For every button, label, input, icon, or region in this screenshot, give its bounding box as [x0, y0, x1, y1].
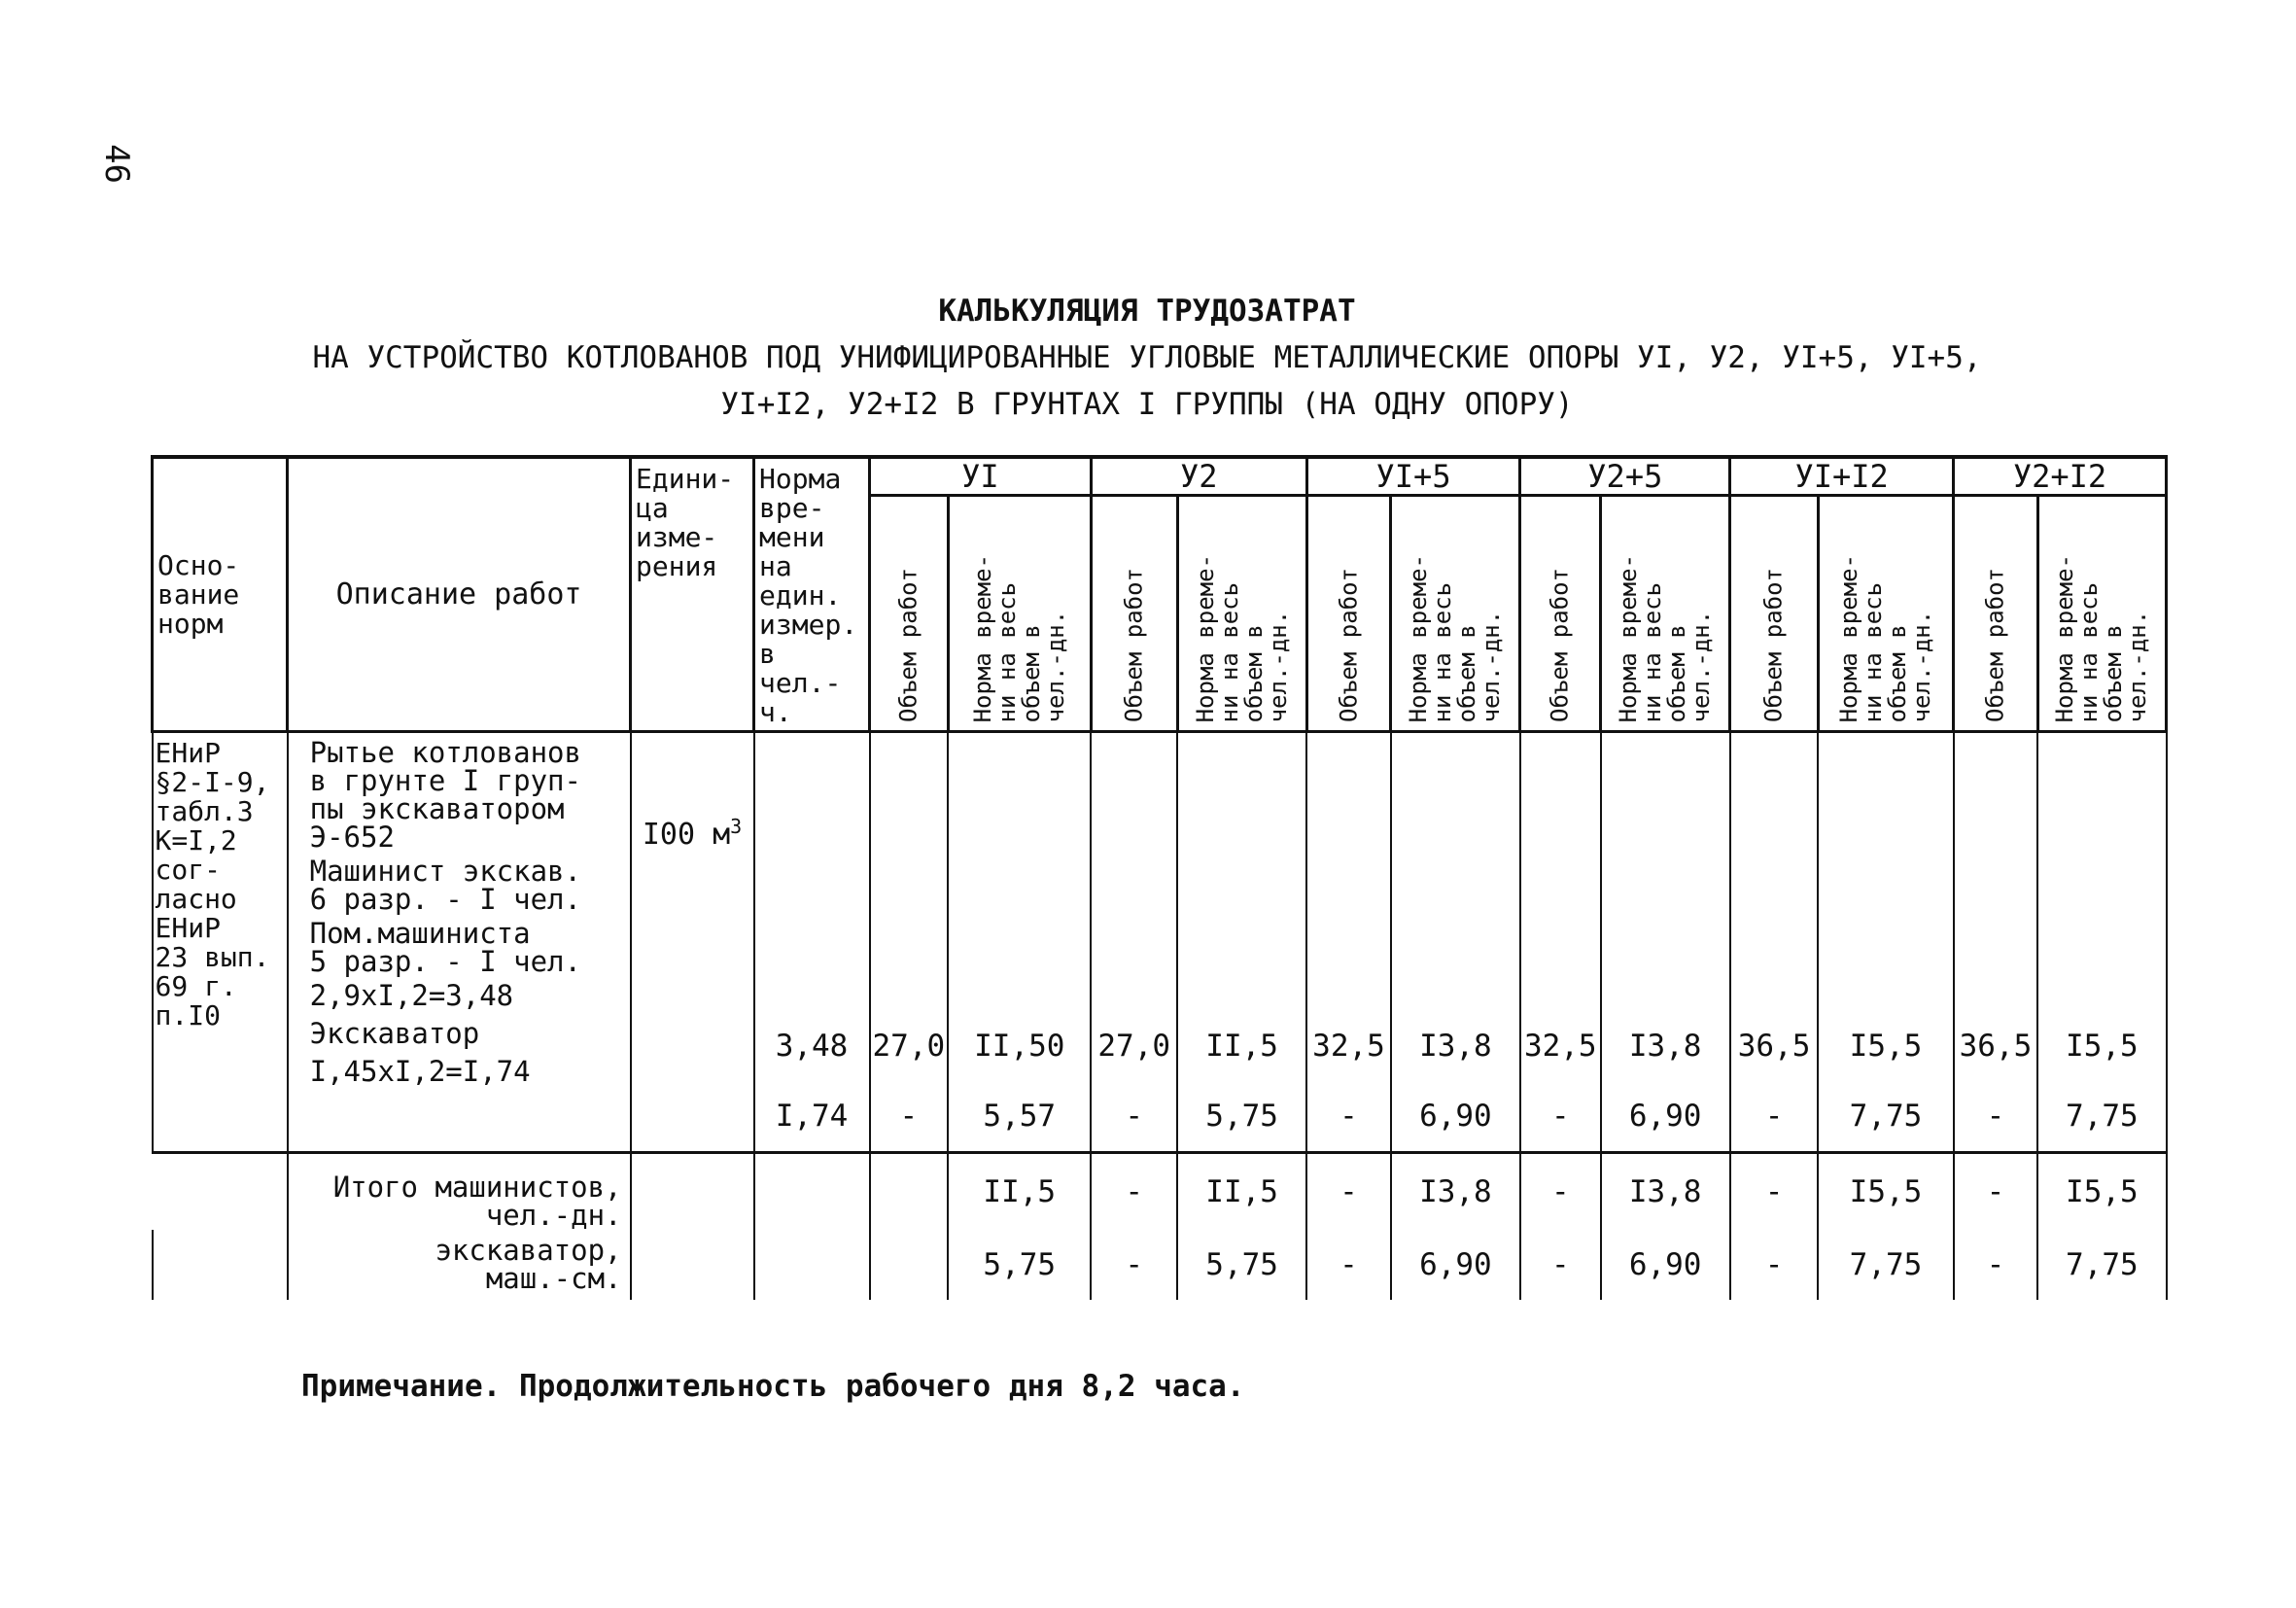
norm-excavator: I,74	[754, 1081, 870, 1153]
title-subtitle-line-1: НА УСТРОЙСТВО КОТЛОВАНОВ ПОД УНИФИЦИРОВАННЫЕ УГЛОВЫЕ МЕТАЛЛИЧЕСКИЕ ОПОРЫ УI, У2, УI+5, УI+5,	[312, 340, 1982, 375]
header-description: Описание работ	[288, 457, 631, 732]
cell-value: I3,8	[1601, 1153, 1730, 1231]
page-number: 46	[97, 144, 136, 184]
cell-value: 36,5	[1954, 1011, 2038, 1081]
header-norm: Норма вре- мени на един. измер. в чел.- ч.	[754, 457, 870, 732]
cell-value: -	[1091, 1153, 1177, 1231]
cell-value: 27,0	[1091, 1011, 1177, 1081]
cell-value: 6,90	[1601, 1081, 1730, 1153]
cell-value: -	[1306, 1153, 1391, 1231]
header-norm-total: Норма време- ни на весь объем в чел.-дн.	[1391, 496, 1520, 732]
cell-value: I5,5	[2037, 1011, 2166, 1081]
table-row-total-excavator	[153, 1230, 2167, 1300]
title-block	[194, 288, 2100, 428]
header-norm-total: Норма време- ни на весь объем в чел.-дн.	[1818, 496, 1953, 732]
total-operators-label: Итого машинистов, чел.-дн.	[288, 1153, 631, 1231]
cell-value: 32,5	[1306, 1011, 1391, 1081]
header-norm-total: Норма време- ни на весь объем в чел.-дн.	[1601, 496, 1730, 732]
cell-value: 7,75	[1818, 1230, 1953, 1300]
cell-value: II,50	[948, 1011, 1091, 1081]
cell-value: I5,5	[1818, 1011, 1953, 1081]
cell-value: -	[1306, 1230, 1391, 1300]
cell-value: I5,5	[1818, 1153, 1953, 1231]
description-work: Рытье котлованов в грунте I груп- пы экскаватором Э-652	[309, 736, 581, 854]
header-group-u1-5: УI+5	[1306, 457, 1520, 496]
cell-value: 32,5	[1520, 1011, 1601, 1081]
cell-value: -	[1730, 1081, 1819, 1153]
cell-value: 6,90	[1601, 1230, 1730, 1300]
header-group-u2-12: У2+I2	[1954, 457, 2167, 496]
cell-value: 6,90	[1391, 1081, 1520, 1153]
cell-value: I5,5	[2037, 1153, 2166, 1231]
cell-value: I3,8	[1391, 1153, 1520, 1231]
cell-value: -	[1730, 1230, 1819, 1300]
cell-value: 7,75	[1818, 1081, 1953, 1153]
cell-value: 27,0	[870, 1011, 949, 1081]
table-row-total-operators	[153, 1153, 2167, 1231]
total-excavator-label: экскаватор, маш.-см.	[288, 1230, 631, 1300]
header-norm-total: Норма време- ни на весь объем в чел.-дн.	[2037, 496, 2166, 732]
cell-value: -	[1954, 1081, 2038, 1153]
header-norm-total: Норма време- ни на весь объем в чел.-дн.	[948, 496, 1091, 732]
description-calc-workers: 2,9хI,2=3,48	[309, 979, 514, 1012]
description-excavator-label: Экскаватор	[309, 1017, 480, 1050]
cell-value	[870, 1230, 949, 1300]
cell-value: II,5	[1177, 1153, 1306, 1231]
cell-value: -	[1520, 1081, 1601, 1153]
cell-value: 5,75	[1177, 1230, 1306, 1300]
header-unit: Едини- ца изме- рения	[631, 457, 754, 732]
cell-value: II,5	[1177, 1011, 1306, 1081]
basis-cell: ЕНиР §2-I-9, табл.3 К=I,2 сог- ласно ЕНиР 23 вып. 69 г. п.I0	[153, 732, 288, 1153]
norm-workers: 3,48	[754, 1011, 870, 1081]
basis-empty	[153, 1153, 288, 1231]
header-group-u2-5: У2+5	[1520, 457, 1730, 496]
basis-empty	[153, 1230, 288, 1300]
labor-cost-table	[151, 455, 2168, 1300]
header-group-u1-12: УI+I2	[1730, 457, 1954, 496]
cell-value: 5,75	[948, 1230, 1091, 1300]
header-basis: Осно- вание норм	[153, 457, 288, 732]
norm-cell-empty	[754, 732, 870, 1012]
header-volume: Объем работ	[1306, 496, 1391, 732]
header-group-u2: У2	[1091, 457, 1306, 496]
header-volume: Объем работ	[1730, 496, 1819, 732]
cell-value: 6,90	[1391, 1230, 1520, 1300]
title-subtitle-line-2: УI+I2, У2+I2 В ГРУНТАХ I ГРУППЫ (НА ОДНУ ОПОРУ)	[720, 387, 1574, 422]
cell-value: -	[1954, 1230, 2038, 1300]
unit-cell: I00 $м^3$	[631, 732, 754, 1153]
table-row-work-description	[153, 732, 2167, 1012]
header-volume: Объем работ	[1091, 496, 1177, 732]
header-volume: Объем работ	[1954, 496, 2038, 732]
cell-value: 7,75	[2037, 1081, 2166, 1153]
cell-value	[870, 1153, 949, 1231]
cell-value: -	[1520, 1153, 1601, 1231]
cell-value: I3,8	[1601, 1011, 1730, 1081]
description-assistant: Пом.машиниста 5 разр. - I чел.	[309, 917, 581, 978]
cell-value: -	[1091, 1081, 1177, 1153]
description-operator: Машинист экскав. 6 разр. - I чел.	[309, 855, 581, 916]
cell-value: -	[1306, 1081, 1391, 1153]
header-volume: Объем работ	[870, 496, 949, 732]
cell-value: -	[870, 1081, 949, 1153]
cell-value: -	[1091, 1230, 1177, 1300]
cell-value: -	[1730, 1153, 1819, 1231]
cell-value: 7,75	[2037, 1230, 2166, 1300]
description-cell	[288, 732, 631, 1153]
cell-value: 36,5	[1730, 1011, 1819, 1081]
cell-value: -	[1954, 1153, 2038, 1231]
cell-value: -	[1520, 1230, 1601, 1300]
cell-value: II,5	[948, 1153, 1091, 1231]
header-volume: Объем работ	[1520, 496, 1601, 732]
cell-value: I3,8	[1391, 1011, 1520, 1081]
cell-value: 5,75	[1177, 1081, 1306, 1153]
cell-value: 5,57	[948, 1081, 1091, 1153]
header-norm-total: Норма време- ни на весь объем в чел.-дн.	[1177, 496, 1306, 732]
description-calc-excavator: I,45хI,2=I,74	[309, 1055, 531, 1088]
header-group-u1: УI	[870, 457, 1092, 496]
footnote: Примечание. Продолжительность рабочего дня 8,2 часа.	[301, 1369, 1245, 1404]
title-main: КАЛЬКУЛЯЦИЯ ТРУДОЗАТРАТ	[938, 294, 1356, 329]
